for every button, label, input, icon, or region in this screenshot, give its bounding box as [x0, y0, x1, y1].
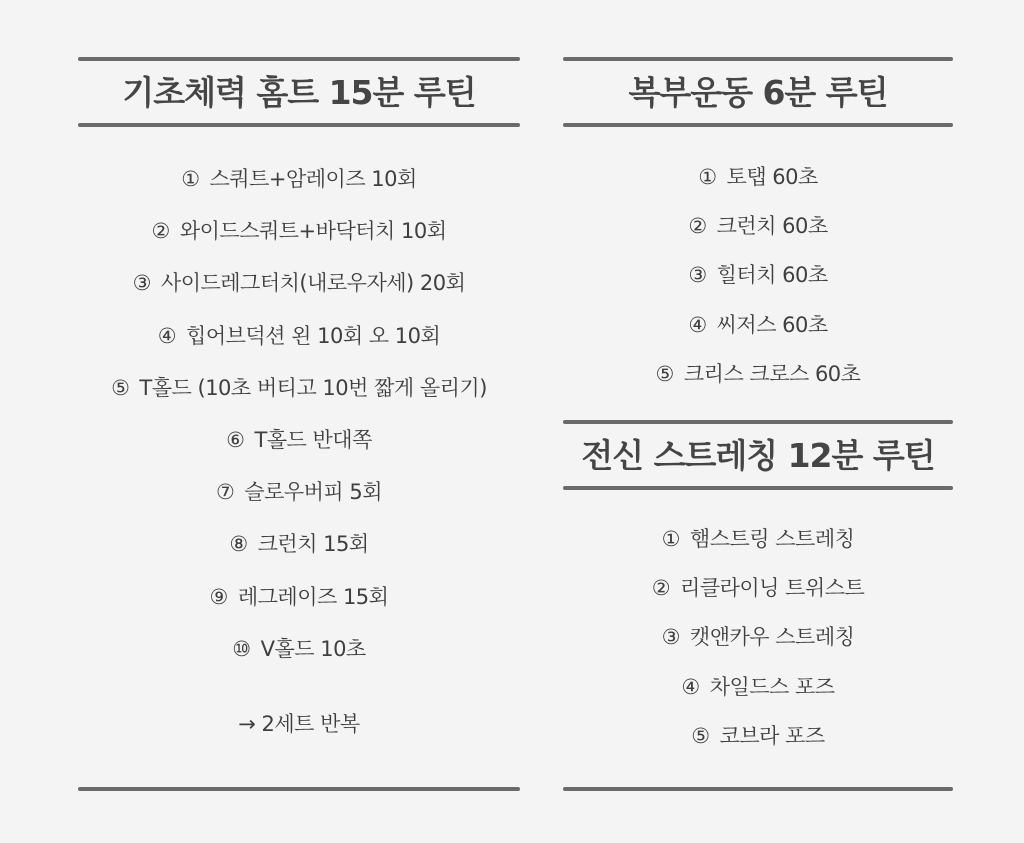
- item-number: ③: [688, 263, 707, 288]
- item-text: 코브라 포즈: [719, 723, 825, 748]
- item-text: 힙어브덕션 왼 10회 오 10회: [186, 323, 441, 348]
- item-text: 차일드스 포즈: [709, 674, 835, 699]
- list-item: [78, 466, 520, 518]
- item-text: 레그레이즈 15회: [237, 584, 389, 609]
- item-text: T홀드 (10초 버티고 10번 짧게 올리기): [139, 375, 487, 400]
- list-item: [563, 301, 953, 350]
- list-item: [563, 663, 953, 712]
- ab-routine-list: [563, 153, 953, 399]
- item-text: 씨저스 60초: [716, 312, 828, 337]
- item-number: ③: [661, 625, 680, 650]
- item-text: 힐터치 60초: [716, 263, 828, 288]
- item-number: ②: [688, 214, 707, 239]
- item-number: ⑤: [655, 361, 674, 386]
- item-text: 스쿼트+암레이즈 10회: [209, 167, 417, 191]
- right-bottom-divider: [563, 787, 953, 791]
- right-top-title-divider: [563, 123, 953, 127]
- item-number: ①: [661, 527, 680, 551]
- list-item: [563, 251, 953, 300]
- item-number: ④: [681, 674, 700, 699]
- item-text: 캣앤카우 스트레칭: [689, 625, 855, 650]
- list-item: [78, 257, 520, 309]
- item-number: ③: [132, 271, 151, 296]
- left-section-title: 기초체력 홈트 15분 루틴: [122, 73, 476, 112]
- stretch-routine-list: [563, 515, 953, 761]
- list-item: [563, 153, 953, 202]
- right-top-divider: [563, 57, 953, 61]
- item-text: 사이드레그터치(내로우자세) 20회: [160, 271, 466, 296]
- item-text: V홀드 10초: [260, 636, 366, 661]
- item-number: ④: [688, 312, 707, 337]
- item-text: 크리스 크로스 60초: [683, 361, 861, 386]
- item-number: ⑤: [111, 375, 130, 400]
- left-bottom-divider: [78, 787, 520, 791]
- item-text: 크런치 60초: [716, 214, 828, 239]
- right-top-section-title: 복부운동 6분 루틴: [628, 73, 888, 112]
- item-text: 리클라이닝 트위스트: [680, 576, 865, 601]
- item-number: ①: [698, 165, 717, 189]
- item-number: ④: [157, 323, 177, 348]
- item-text: T홀드 반대쪽: [254, 427, 372, 452]
- list-item: [78, 205, 520, 257]
- item-text: 와이드스쿼트+바닥터치 10회: [179, 219, 447, 244]
- item-number: ⑥: [226, 427, 245, 452]
- item-text: 햄스트링 스트레칭: [689, 527, 855, 551]
- list-item: [78, 310, 520, 362]
- list-item: [78, 362, 520, 414]
- item-text: 토탭 60초: [726, 165, 818, 189]
- item-text: 크런치 15회: [257, 532, 369, 557]
- left-top-divider: [78, 57, 520, 61]
- list-item: [78, 623, 520, 675]
- item-number: ②: [651, 576, 671, 601]
- list-item: [563, 350, 953, 399]
- repeat-note: → 2세트 반복: [238, 712, 360, 736]
- list-item: [563, 613, 953, 662]
- item-text: 슬로우버피 5회: [244, 480, 383, 505]
- left-routine-list: [78, 153, 520, 675]
- list-item: [78, 571, 520, 623]
- list-item: [563, 564, 953, 613]
- item-number: ②: [151, 219, 170, 244]
- list-item: [563, 202, 953, 251]
- item-number: ⑨: [209, 584, 228, 609]
- list-item: [78, 414, 520, 466]
- left-title-divider: [78, 123, 520, 127]
- item-number: ⑧: [229, 532, 248, 557]
- list-item: [563, 515, 953, 564]
- item-number: ①: [181, 167, 200, 191]
- list-item: [78, 518, 520, 570]
- list-item: [78, 153, 520, 205]
- item-number: ⑦: [215, 480, 235, 505]
- item-number: ⑤: [691, 723, 710, 748]
- right-bottom-title-divider: [563, 486, 953, 490]
- list-item: [563, 712, 953, 761]
- right-mid-divider: [563, 420, 953, 424]
- item-number: ⑩: [232, 636, 251, 661]
- right-bottom-section-title: 전신 스트레칭 12분 루틴: [581, 436, 935, 475]
